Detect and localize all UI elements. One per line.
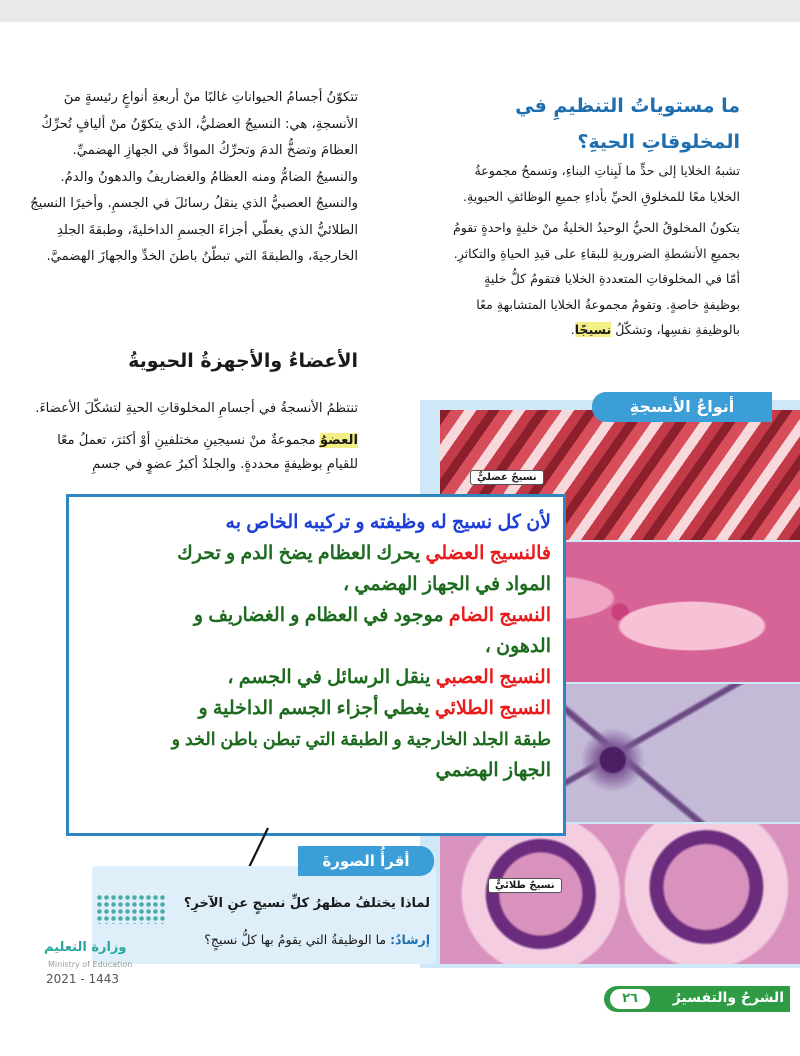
muscle-tissue-label: نسيجٌ عضليٌّ	[470, 470, 544, 485]
footer-section-label: الشرحُ والتفسيرُ	[672, 990, 784, 1006]
hint-text: ما الوظيفةُ التي يقومُ بها كلُّ نسيجٍ؟	[204, 932, 391, 947]
answer-line-3: المواد في الجهاز الهضمي ،	[343, 574, 551, 595]
answer-line-6	[81, 662, 551, 693]
answer-line-4	[81, 600, 551, 631]
page-number: ٢٦	[610, 989, 650, 1009]
organisms-end: .	[570, 322, 575, 337]
nervous-term: النسيج العصبي	[435, 667, 551, 688]
edition-year: 2021 - 1443	[46, 972, 120, 986]
cells-paragraph: تشبهُ الخلايا إلى حدٍّ ما لَبِناتِ البناءِ، وتسمحُ مجموعةُ الخلايا معًا للمخلوقِ الحيِّ بأداءِ جميعِ الوظائفِ الحيويةِ.	[462, 163, 740, 204]
nervous-desc: ينقل الرسائل في الجسم ،	[227, 667, 436, 688]
epithelial-tissue-image	[440, 824, 800, 964]
answer-line-8: طبقة الجلد الخارجية و الطبقة التي تبطن باطن الخد و	[171, 729, 551, 749]
ministry-logo-english: Ministry of Education	[48, 960, 133, 969]
left-column	[28, 85, 358, 271]
section-question-title: ما مستوياتُ التنظيمِ في المخلوقاتِ الحيةِ؟	[515, 95, 740, 153]
epithelial-tissue-label: نسيجٌ طلائيٌّ	[488, 878, 562, 893]
read-picture-heading: أقرأُ الصورةَ	[298, 846, 434, 876]
read-picture-question: لماذا يختلفُ مظهرُ كلِّ نسيجٍ عنِ الآخرِ؟	[183, 896, 430, 911]
answer-line-9: الجهاز الهضمي	[435, 760, 551, 781]
muscle-term: فالنسيج العضلي	[425, 543, 551, 564]
tissue-types-heading: أنواعُ الأنسجةِ	[592, 392, 772, 422]
organ-definition: مجموعةٌ منْ نسيجينِ مختلفينِ أوْ أكثرَ، تعملُ معًا للقيامِ بوظيفةٍ محددةٍ. والجلدُ أكبرُ عضوٍ في جسمِ	[57, 433, 358, 472]
answer-line-5: الدهون ،	[484, 636, 551, 657]
organs-heading: الأعضاءُ والأجهزةُ الحيويةُ	[128, 350, 358, 372]
epithelial-term: النسيج الطلائي	[434, 698, 551, 719]
epithelial-desc: يغطي أجزاء الجسم الداخلية و	[198, 698, 435, 719]
connective-desc: موجود في العظام و الغضاريف و	[193, 605, 449, 626]
tissue-term: نسيجًا	[574, 322, 612, 337]
organisms-paragraph	[450, 215, 740, 343]
organs-paragraph-2	[28, 429, 358, 477]
organs-paragraph-1: تنتظمُ الأنسجةُ في أجسامِ المخلوقاتِ الحيةِ لتشكّلَ الأعضاءَ.	[35, 401, 358, 416]
muscle-desc: يحرك العظام يضخ الدم و تحرك	[177, 543, 426, 564]
answer-line-7	[81, 693, 551, 724]
answer-overlay-box	[66, 494, 566, 836]
answer-line-2	[81, 538, 551, 569]
connective-term: النسيج الضام	[448, 605, 551, 626]
top-strip	[0, 0, 800, 22]
hint-label: إرشادٌ:	[390, 932, 430, 947]
organisms-text: يتكونُ المخلوقُ الحيُّ الوحيدُ الخليةُ منْ خليةٍ واحدةٍ تقومُ بجميعِ الأنشطةِ الضروريةِ للبقاءِ على قيدِ الحياةِ والتكاثرِ. أمّا في المخلوقاتِ المتعددةِ الخلايا فتقومُ كلُّ خليةٍ بوظيفةٍ خاصةٍ. وتقومُ مجموعةُ الخلايا المتشابهةِ معًا بالوظيفةِ نفسِها، وتشكّلُ	[452, 220, 740, 337]
answer-line-1: لأن كل نسيج له وظيفته و تركيبه الخاص به	[225, 512, 551, 533]
ministry-logo-arabic: وزارة التعليم	[44, 940, 127, 955]
read-picture-hint	[100, 932, 430, 947]
intro-paragraph: تتكوّنُ أجسامُ الحيواناتِ غالبًا منْ أربعةِ أنواعٍ رئيسةٍ منَ الأنسجةِ، هي: النسيجُ العضليُّ، الذي يتكوّنُ منْ أليافٍ تُحرِّكُ العظامَ وتضخُّ الدمَ وتحرِّكُ الموادَّ في الجهازِ الهضميِّ. والنسيجُ الضامُّ ومنه العظامُ والغضاريفُ والدهونُ والدمُ. والنسيجُ العصبيُّ الذي ينقلُ رسائلَ في الجسمِ. وأخيرًا النسيجُ الطلائيُّ الذي يغطّي أجزاءَ الجسمِ الداخليةَ، وطبقةَ الجلدِ الخارجيةَ، والطبقةَ التي تبطّنُ باطنَ الخدِّ والجهازَ الهضميَّ.	[30, 90, 358, 264]
organ-term: العضوُ	[319, 433, 358, 448]
right-column	[450, 158, 740, 349]
